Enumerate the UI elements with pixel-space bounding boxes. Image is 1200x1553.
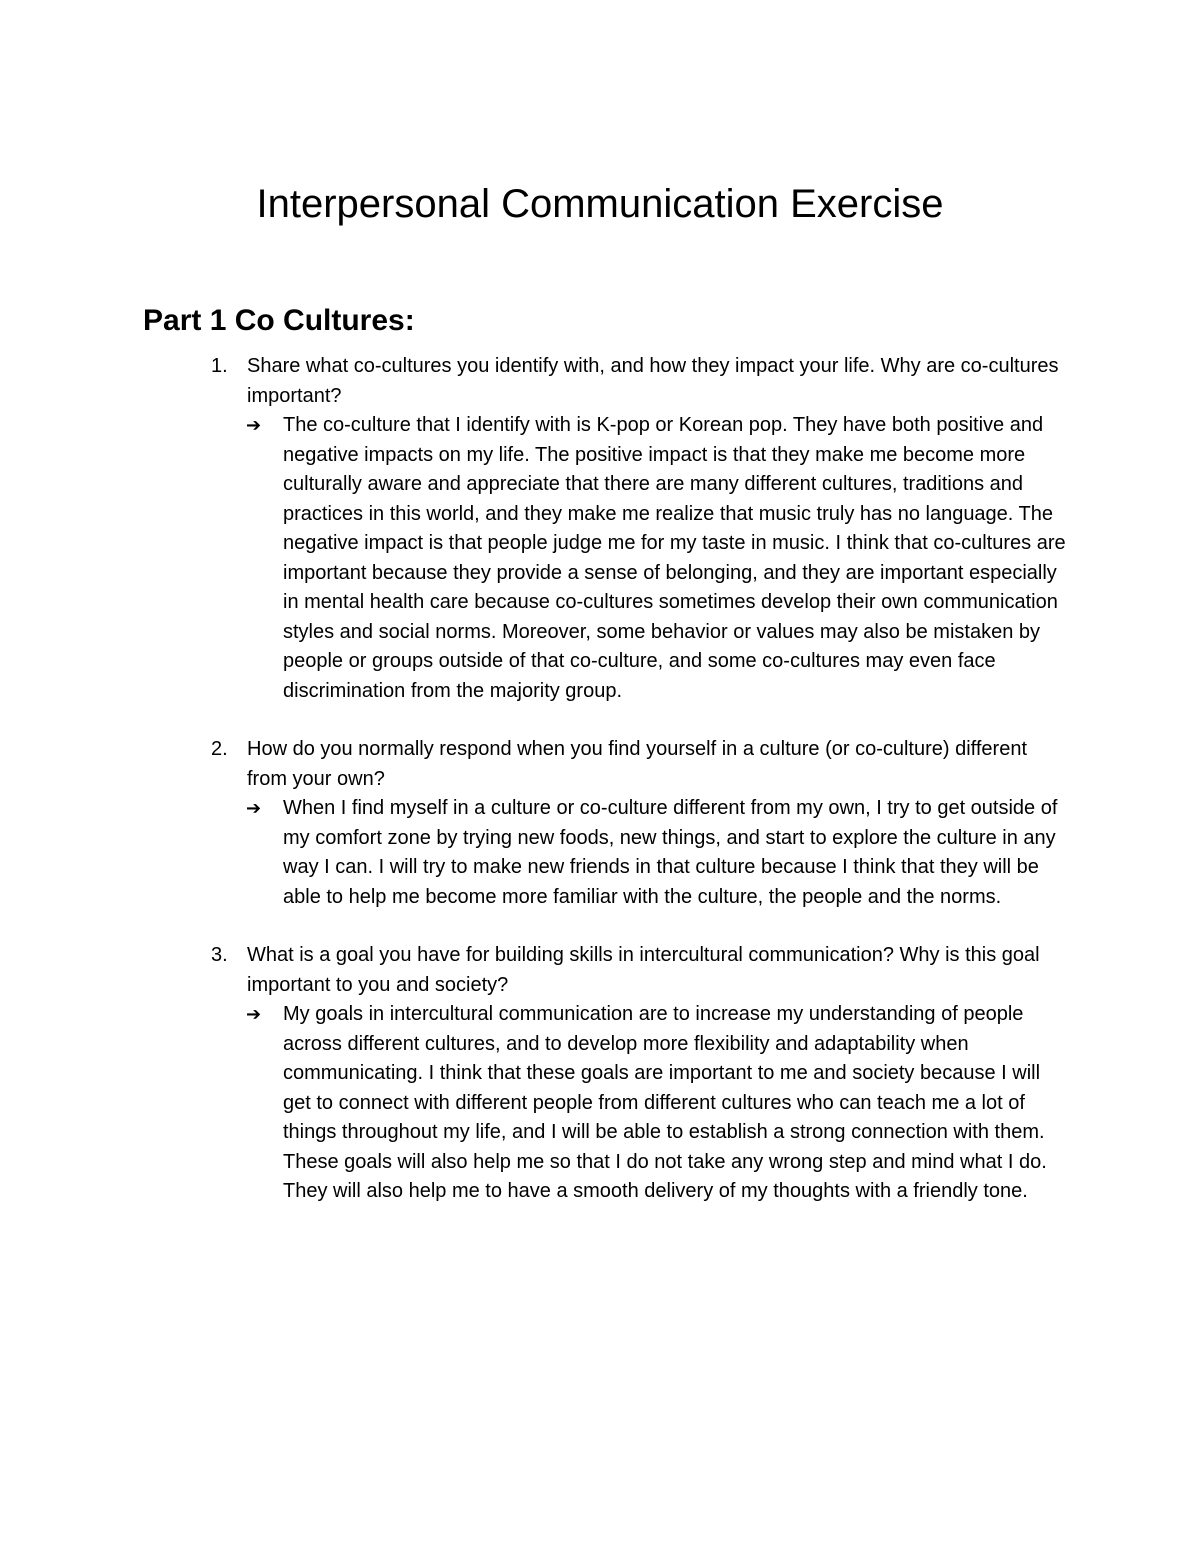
question-number: 3. xyxy=(211,944,228,966)
page-title: Interpersonal Communication Exercise xyxy=(256,182,944,226)
question-text: What is a goal you have for building skills in intercultural communication? Why is this goal important to you and society? xyxy=(247,944,1040,996)
answer-text: My goals in intercultural communication are to increase my understanding of people across different cultures, and to develop more flexibility and adaptability when communicating. I think that these goals are important to me and society because I will get to connect with different people from different cultures who can teach me a lot of things throughout my life, and I will be able to establish a strong connection with them. These goals will also help me so that I do not take any wrong step and mind what I do. They will also help me to have a smooth delivery of my thoughts with a friendly tone. xyxy=(283,1003,1047,1202)
question-list xyxy=(0,352,1200,1236)
arrow-bullet-icon: ➔ xyxy=(246,415,262,435)
question-text: How do you normally respond when you find yourself in a culture (or co-culture) different from your own? xyxy=(247,738,1028,790)
question-item-3 xyxy=(0,941,1200,1207)
answer-block xyxy=(0,1000,1200,1207)
question-number: 2. xyxy=(211,738,228,760)
answer-block xyxy=(0,411,1200,706)
arrow-bullet-icon: ➔ xyxy=(246,1004,262,1024)
answer-text: The co-culture that I identify with is K-pop or Korean pop. They have both positive and negative impacts on my life. The positive impact is that they make me become more culturally aware and appreciate that there are many different cultures, traditions and practices in this world, and they make me realize that music truly has no language. The negative impact is that people judge me for my taste in music. I think that co-cultures are important because they provide a sense of belonging, and they are important especially in mental health care because co-cultures sometimes develop their own communication styles and social norms. Moreover, some behavior or values may also be mistaken by people or groups outside of that co-culture, and some co-cultures may even face discrimination from the majority group. xyxy=(283,414,1066,702)
arrow-bullet-icon: ➔ xyxy=(246,798,262,818)
answer-block xyxy=(0,794,1200,912)
question-number: 1. xyxy=(211,355,228,377)
question-item-2 xyxy=(0,735,1200,912)
answer-text: When I find myself in a culture or co-culture different from my own, I try to get outside of my comfort zone by trying new foods, new things, and start to explore the culture in any way I can. I will try to make new friends in that culture because I think that they will be able to help me become more familiar with the culture, the people and the norms. xyxy=(283,797,1058,908)
question-text: Share what co-cultures you identify with, and how they impact your life. Why are co-cultures important? xyxy=(247,355,1059,407)
section-heading: Part 1 Co Cultures: xyxy=(143,304,415,337)
question-item-1 xyxy=(0,352,1200,706)
